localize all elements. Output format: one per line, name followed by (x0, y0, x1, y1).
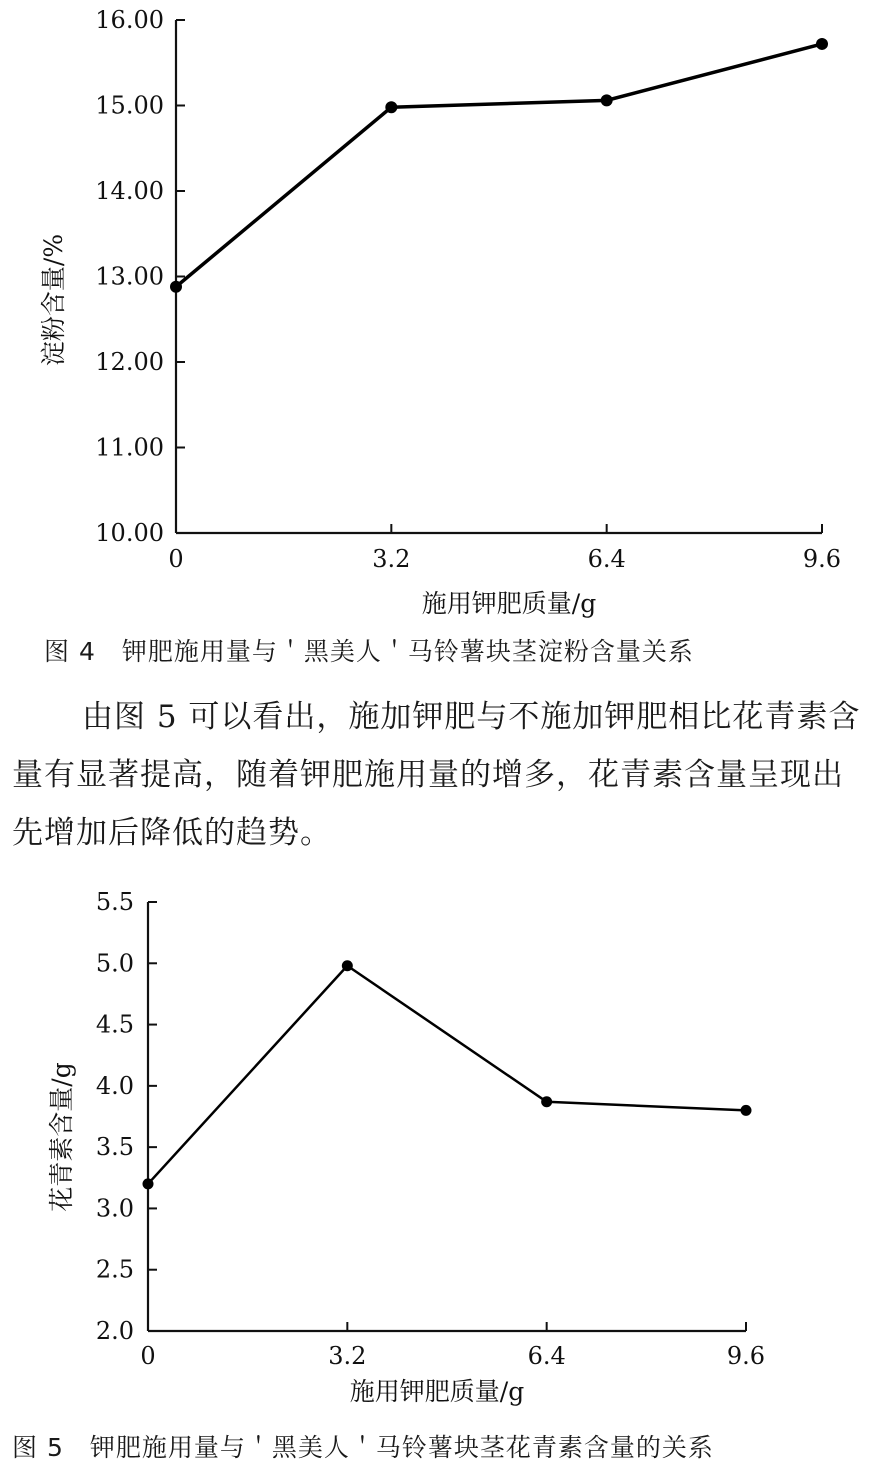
data-point (541, 1096, 552, 1107)
data-point (601, 94, 613, 106)
y-tick-label: 2.5 (95, 1255, 134, 1284)
data-point (342, 960, 353, 971)
x-tick-label: 9.6 (802, 545, 842, 573)
x-tick-label: 0 (168, 545, 184, 573)
y-tick-label: 3.0 (95, 1194, 134, 1223)
y-axis-label: 淀粉含量/% (39, 233, 68, 367)
y-tick-label: 5.0 (95, 949, 134, 978)
y-tick-label: 2.0 (95, 1317, 134, 1345)
x-tick-label: 0 (140, 1342, 156, 1370)
x-axis-label: 施用钾肥质量/g (349, 1377, 525, 1406)
data-point (143, 1178, 154, 1189)
x-tick-label: 6.4 (527, 1342, 566, 1370)
y-tick-label: 10.00 (95, 519, 164, 547)
data-series (143, 960, 752, 1189)
series-line (176, 44, 822, 287)
y-tick-label: 3.5 (95, 1133, 134, 1162)
y-tick-label: 11.00 (95, 433, 164, 462)
y-axis-label: 花青素含量/g (47, 1062, 76, 1212)
x-axis (140, 1322, 765, 1370)
starch-chart (0, 0, 876, 630)
y-tick-label: 15.00 (95, 91, 164, 120)
body-paragraph: 由图 5 可以看出，施加钾肥与不施加钾肥相比花青素含量有显著提高，随着钾肥施用量的增多，花青素含量呈现出先增加后降低的趋势。 (12, 699, 861, 851)
x-axis-label: 施用钾肥质量/g (421, 589, 597, 618)
series-line (148, 966, 746, 1184)
x-tick-label: 6.4 (587, 545, 626, 573)
anthocyanin-chart (0, 872, 876, 1422)
y-tick-label: 4.0 (95, 1071, 134, 1100)
y-tick-label: 14.00 (95, 177, 164, 205)
x-axis (168, 524, 841, 573)
figure4-caption: 图 4 钾肥施用量与＇黑美人＇马铃薯块茎淀粉含量关系 (44, 637, 694, 666)
y-tick-label: 12.00 (95, 348, 164, 376)
y-tick-label: 5.5 (95, 888, 134, 916)
data-point (385, 101, 397, 113)
data-point (816, 38, 828, 50)
y-axis (95, 6, 185, 547)
data-series (170, 38, 828, 293)
figure5-caption: 图 5 钾肥施用量与＇黑美人＇马铃薯块茎花青素含量的关系 (12, 1433, 714, 1462)
data-point (170, 281, 182, 293)
x-tick-label: 3.2 (328, 1342, 367, 1370)
y-axis (96, 888, 157, 1345)
data-point (741, 1105, 752, 1116)
x-tick-label: 3.2 (372, 545, 411, 573)
y-tick-label: 4.5 (95, 1010, 134, 1039)
y-tick-label: 13.00 (95, 262, 164, 291)
x-tick-label: 9.6 (726, 1342, 766, 1370)
y-tick-label: 16.00 (95, 6, 164, 34)
